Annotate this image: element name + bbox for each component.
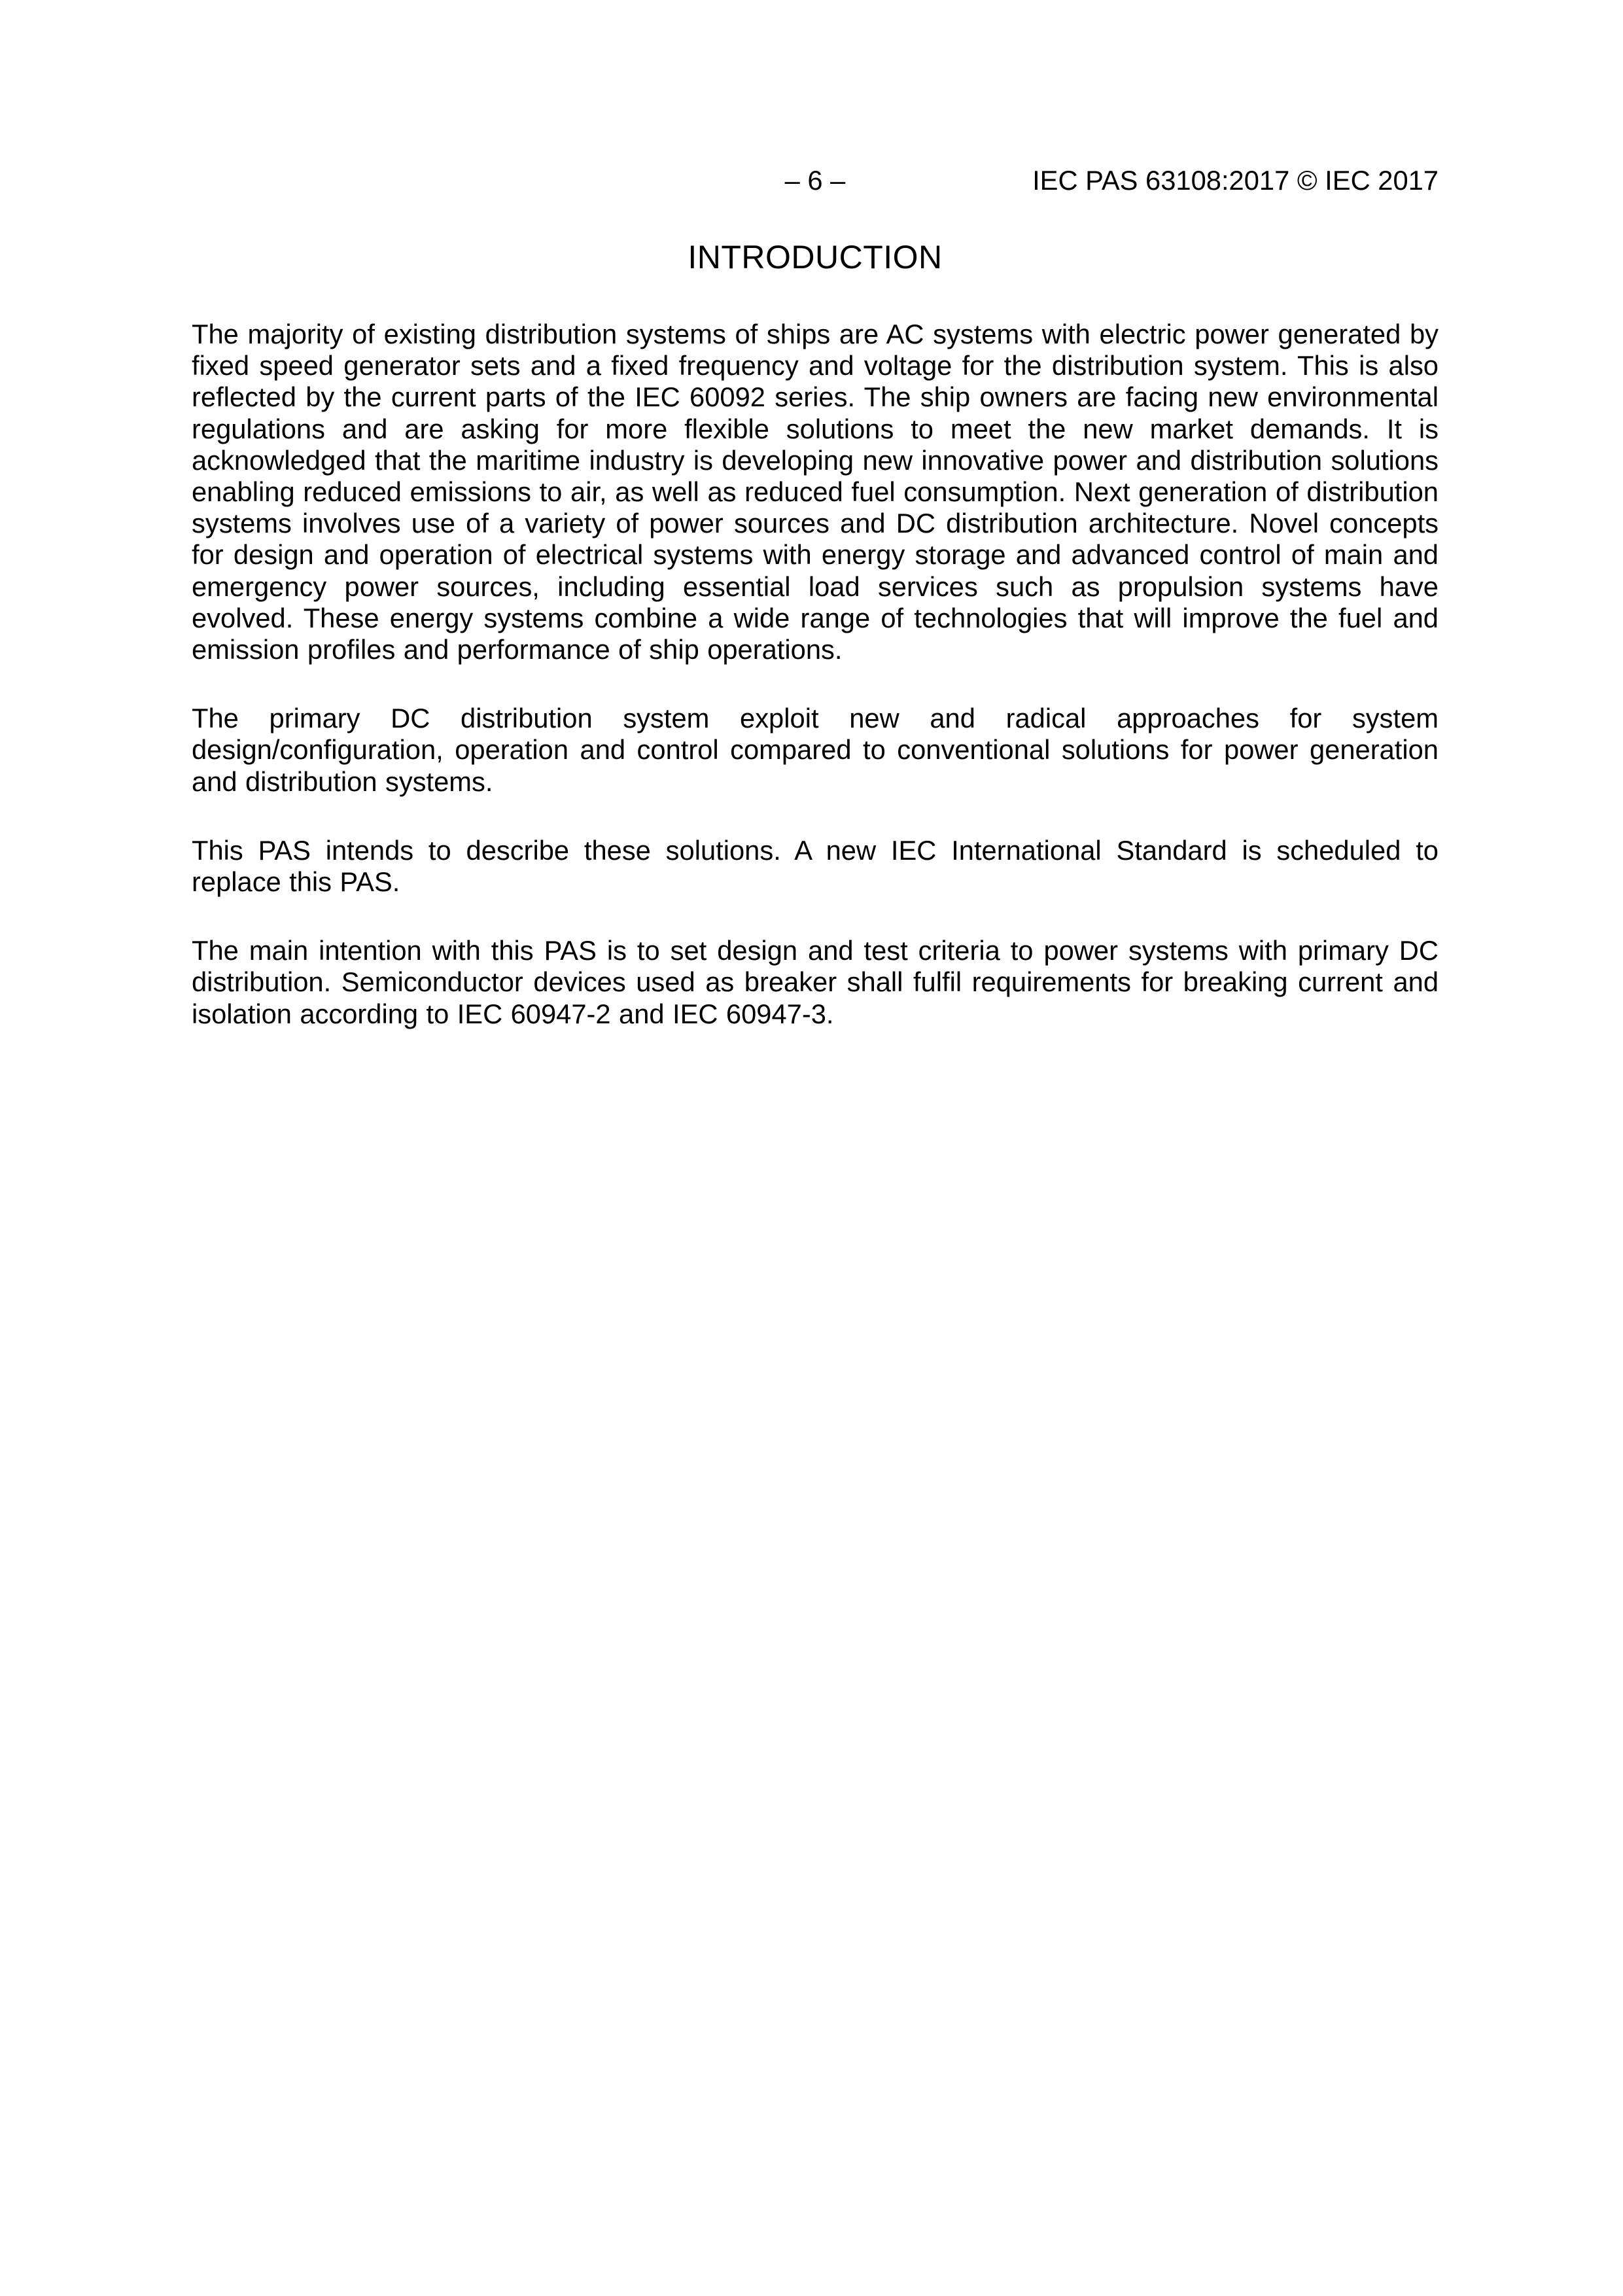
document-reference: IEC PAS 63108:2017 © IEC 2017: [1032, 165, 1439, 196]
paragraph-3: This PAS intends to describe these solutions. A new IEC International Standard is scheduled to replace this PAS.: [192, 834, 1439, 898]
page-number: – 6 –: [784, 165, 846, 196]
paragraph-2: The primary DC distribution system exploit new and radical approaches for system design/configuration, operation and control compared to conventional solutions for power generation and distribution systems.: [192, 703, 1439, 797]
section-title-introduction: INTRODUCTION: [688, 239, 943, 275]
paragraph-1: The majority of existing distribution systems of ships are AC systems with electric power generated by fixed speed generator sets and a fixed frequency and voltage for the distribution system. This is also reflected by the current parts of the IEC 60092 series. The ship owners are facing new environmental regulations and are asking for more flexible solutions to meet the new market demands. It is acknowledged that the maritime industry is developing new innovative power and distribution solutions enabling reduced emissions to air, as well as reduced fuel consumption. Next generation of distribution systems involves use of a variety of power sources and DC distribution architecture. Novel concepts for design and operation of electrical systems with energy storage and advanced control of main and emergency power sources, including essential load services such as propulsion systems have evolved. These energy systems combine a wide range of technologies that will improve the fuel and emission profiles and performance of ship operations.: [192, 319, 1439, 665]
paragraph-4: The main intention with this PAS is to set design and test criteria to power systems with primary DC distribution. Semiconductor devices used as breaker shall fulfil requirements for breaking current and isolation according to IEC 60947-2 and IEC 60947-3.: [192, 935, 1439, 1029]
running-header: [192, 165, 1439, 196]
body-text: [192, 319, 1439, 1030]
page-content: [192, 165, 1439, 1067]
